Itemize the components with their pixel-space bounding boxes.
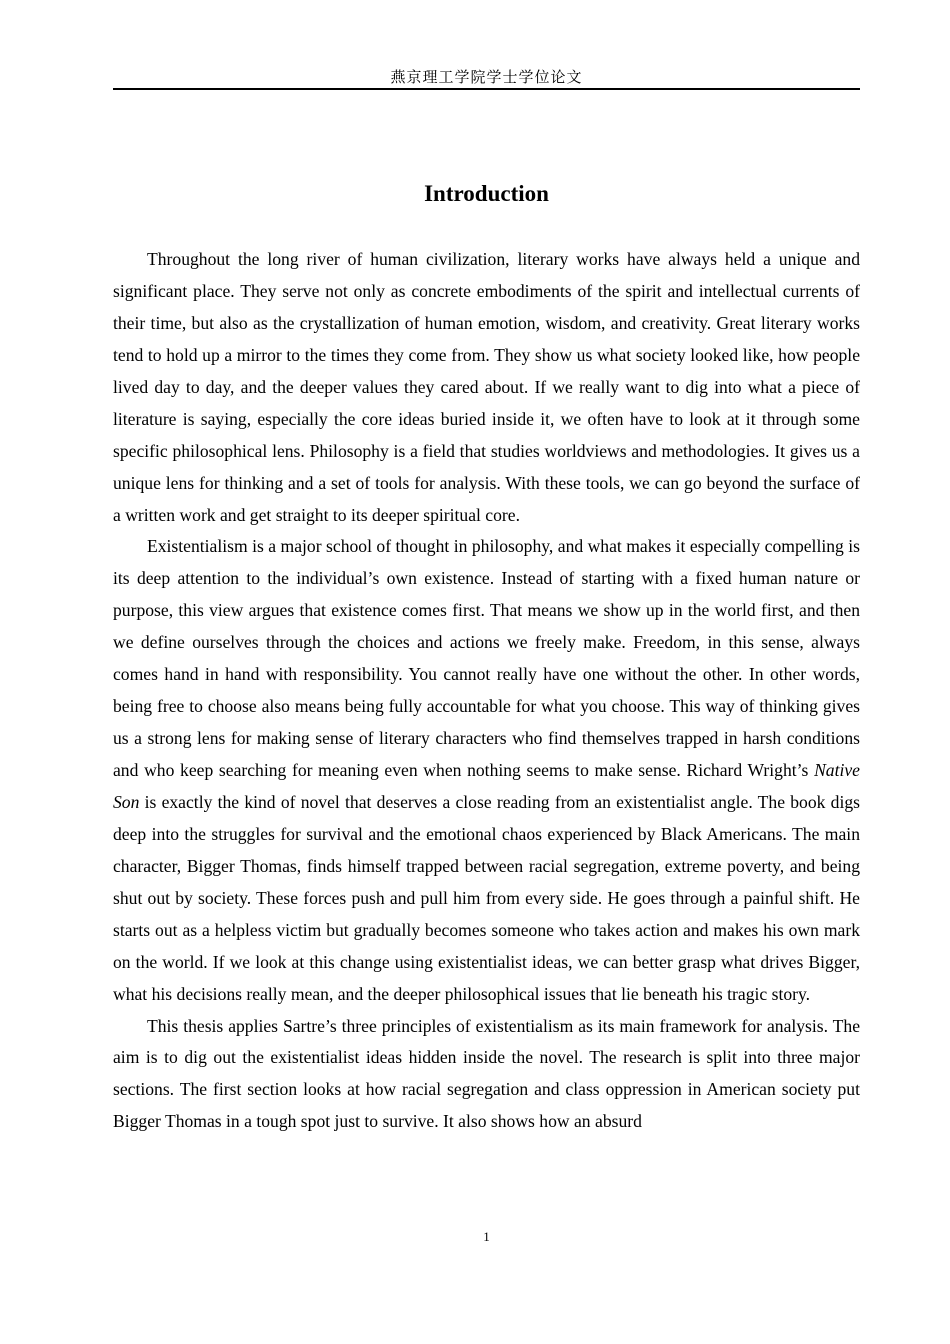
body-text: [113, 244, 860, 1138]
book-title: Native Son: [113, 760, 860, 812]
header-rule: [113, 88, 860, 90]
paragraph-2-part-1: Existentialism is a major school of thought in philosophy, and what makes it especially compelling is its deep attention to the individual’s own existence. Instead of starting with a fixed human nature or purpose, this view argues that existence comes first. That means we show up in the world first, and then we define ourselves through the choices and actions we freely make. Freedom, in this sense, always comes hand in hand with responsibility. You cannot really have one without the other. In other words, being free to choose also means being fully accountable for what you choose. This way of thinking gives us a strong lens for making sense of literary characters who find themselves trapped in harsh conditions and who keep searching for meaning even when nothing seems to make sense. Richard Wright’s: [113, 536, 860, 780]
paragraph-1: Throughout the long river of human civilization, literary works have always held a unique and significant place. They serve not only as concrete embodiments of the spirit and intellectual currents of their time, but also as the crystallization of human emotion, wisdom, and creativity. Great literary works tend to hold up a mirror to the times they come from. They show us what society looked like, how people lived day to day, and the deeper values they cared about. If we really want to dig into what a piece of literature is saying, especially the core ideas buried inside it, we often have to look at it through some specific philosophical lens. Philosophy is a field that studies worldviews and methodologies. It gives us a unique lens for thinking and a set of tools for analysis. With these tools, we can go beyond the surface of a written work and get straight to its deeper spiritual core.: [113, 249, 860, 525]
page-number: 1: [483, 1229, 490, 1244]
paragraph-2-part-2: is exactly the kind of novel that deserves a close reading from an existentialist angle. The book digs deep into the struggles for survival and the emotional chaos experienced by Black Americans. The main character, Bigger Thomas, finds himself trapped between racial segregation, extreme poverty, and being shut out by society. These forces push and pull him from every side. He goes through a painful shift. He starts out as a helpless victim but gradually becomes someone who takes action and makes his own mark on the world. If we look at this change using existentialist ideas, we can better grasp what drives Bigger, what his decisions really mean, and the deeper philosophical issues that lie beneath his tragic story.: [113, 791, 860, 1004]
paragraph-3: This thesis applies Sartre’s three principles of existentialism as its main framework for analysis. The aim is to dig out the existentialist ideas hidden inside the novel. The research is split into three major sections. The first section looks at how racial segregation and class oppression in American society put Bigger Thomas in a tough spot just to survive. It also shows how an absurd: [113, 1015, 860, 1132]
running-header: 燕京理工学院学士学位论文: [390, 68, 583, 86]
section-title: Introduction: [424, 181, 549, 206]
paragraph-2: [113, 531, 860, 1010]
